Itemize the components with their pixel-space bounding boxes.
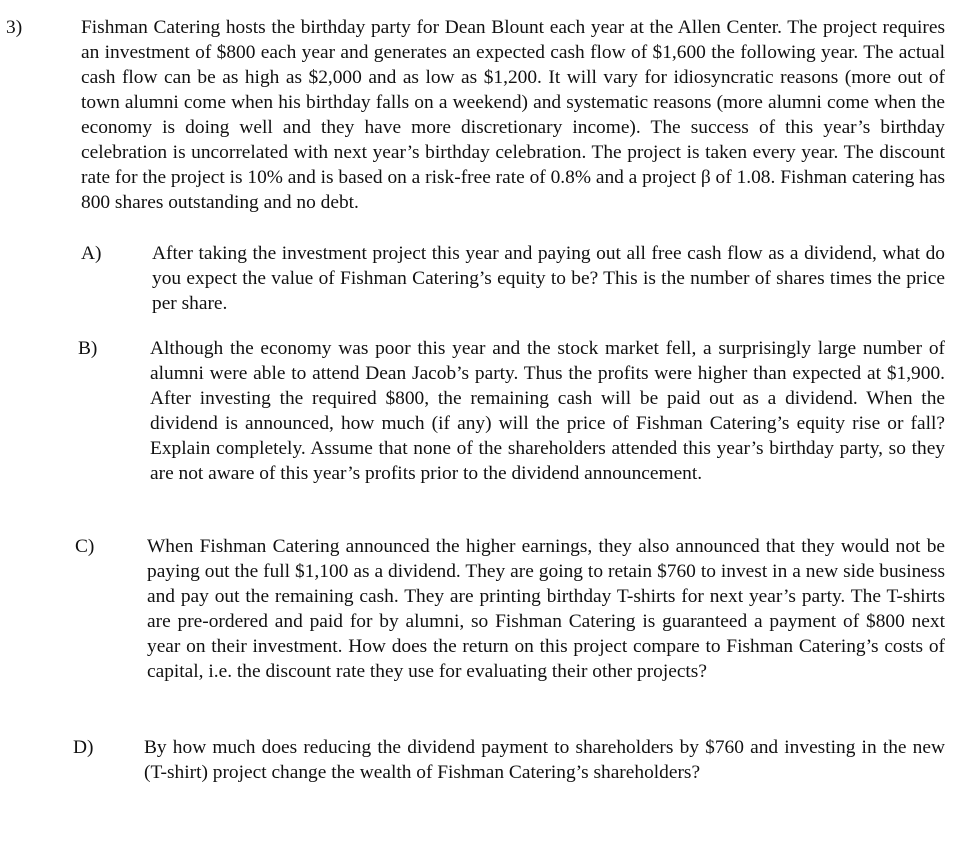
part-b-text: Although the economy was poor this year and the stock market fell, a surprisingly large number of alumni were able to attend Dean Jacob’s party. Thus the profits were higher than expected at $1,900. After investing the required $800, the remaining cash will be paid out as a dividend. When the dividend is announced, how much (if any) will the price of Fishman Catering’s equity rise or fall? Explain completely. Assume that none of the shareholders attended this year’s birthday party, so they are not aware of this year’s profits prior to the dividend announcement. [150, 338, 945, 484]
question-number: 3) [6, 17, 23, 38]
part-b-label: B) [78, 338, 98, 359]
part-c-text: When Fishman Catering announced the higher earnings, they also announced that they would not be paying out the full $1,100 as a dividend. They are going to retain $760 to invest in a new side business and pay out the remaining cash. They are printing birthday T-shirts for next year’s party. The T-shirts are pre-ordered and paid for by alumni, so Fishman Catering is guaranteed a payment of $800 next year on their investment. How does the return on this project compare to Fishman Catering’s costs of capital, i.e. the discount rate they use for evaluating their other projects? [147, 536, 945, 682]
part-c-label: C) [75, 536, 95, 557]
part-a-text: After taking the investment project this year and paying out all free cash flow as a dividend, what do you expect the value of Fishman Catering’s equity to be? This is the number of shares times the price per share. [152, 243, 945, 314]
part-a-label: A) [81, 243, 102, 264]
part-d-label: D) [73, 737, 94, 758]
part-d-text: By how much does reducing the dividend payment to shareholders by $760 and investing in the new (T-shirt) project change the wealth of Fishman Catering’s shareholders? [144, 737, 945, 783]
question-stem: Fishman Catering hosts the birthday party for Dean Blount each year at the Allen Center. The project requires an investment of $800 each year and generates an expected cash flow of $1,600 the following year. The actual cash flow can be as high as $2,000 and as low as $1,200. It will vary for idiosyncratic reasons (more out of town alumni come when his birthday falls on a weekend) and systematic reasons (more alumni come when the economy is doing well and they have more discretionary income). The success of this year’s birthday celebration is uncorrelated with next year’s birthday celebration. The project is taken every year. The discount rate for the project is 10% and is based on a risk-free rate of 0.8% and a project β of 1.08. Fishman catering has 800 shares outstanding and no debt. [81, 17, 945, 213]
